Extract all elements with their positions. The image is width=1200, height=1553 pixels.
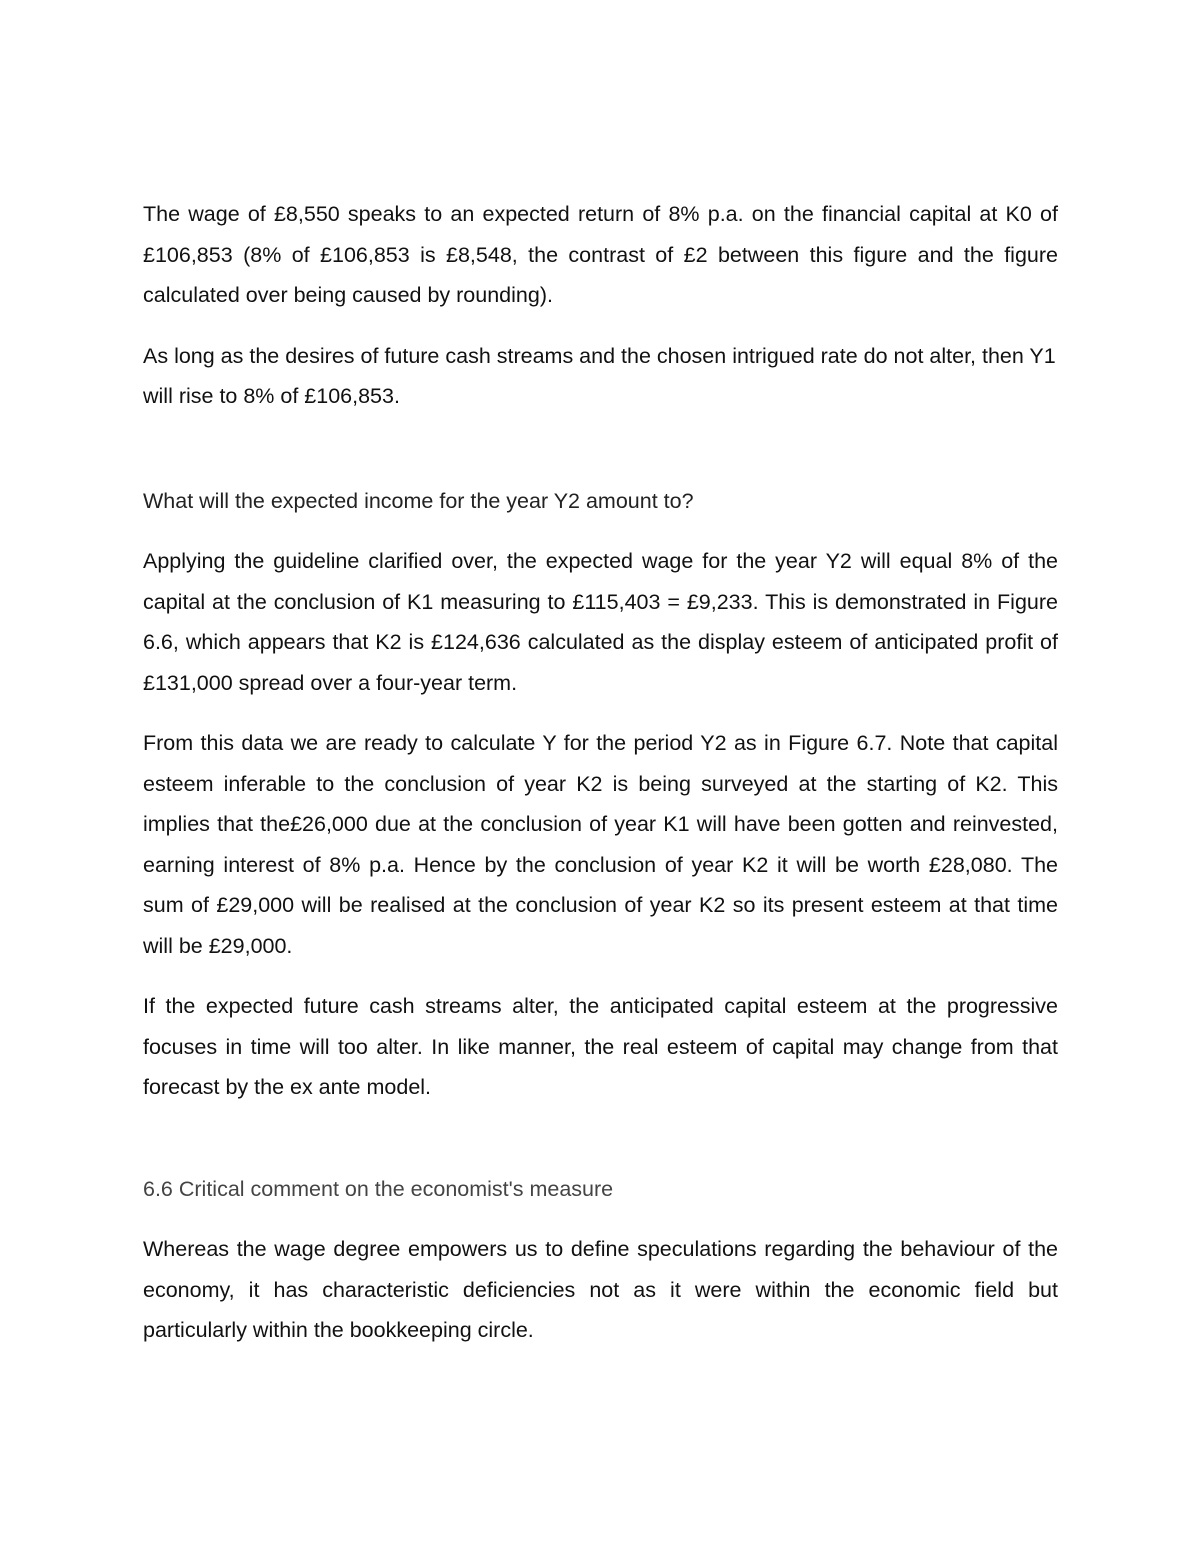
section-heading: 6.6 Critical comment on the economist's measure bbox=[143, 1176, 614, 1201]
paragraph-y1-rise: As long as the desires of future cash streams and the chosen intrigued rate do not alter, then Y1 will rise to 8% of £106,853. bbox=[143, 343, 1056, 408]
paragraph-calculate-y2: From this data we are ready to calculate Y for the period Y2 as in Figure 6.7. Note that capital esteem inferable to the conclusion of year K2 is being surveyed at the starting of K2. This implies that the£26,000 due at the conclusion of year K1 will have been gotten and reinvested, earning interest of 8% p.a. Hence by the conclusion of year K2 it will be worth £28,080. The sum of £29,000 will be realised at the conclusion of year K2 so its present esteem at that time will be £29,000. bbox=[143, 731, 1058, 958]
paragraph-wage-return: The wage of £8,550 speaks to an expected return of 8% p.a. on the financial capital at K0 of £106,853 (8% of £106,853 is £8,548, the contrast of £2 between this figure and the figure calculated over being caused by rounding). bbox=[143, 202, 1058, 307]
spacer bbox=[143, 437, 1058, 481]
paragraph-applying-guideline: Applying the guideline clarified over, the expected wage for the year Y2 will equal 8% of the capital at the conclusion of K1 measuring to £115,403 = £9,233. This is demonstrated in Figure 6.6, which appears that K2 is £124,636 calculated as the display esteem of anticipated profit of £131,000 spread over a four-year term. bbox=[143, 549, 1058, 695]
paragraph-cash-streams-alter: If the expected future cash streams alter, the anticipated capital esteem at the progressive focuses in time will too alter. In like manner, the real esteem of capital may change from that forecast by the ex ante model. bbox=[143, 994, 1058, 1099]
paragraph-wage-degree: Whereas the wage degree empowers us to define speculations regarding the behaviour of the economy, it has characteristic deficiencies not as it were within the economic field but particularly within the bookkeeping circle. bbox=[143, 1237, 1058, 1342]
document-body bbox=[143, 194, 1058, 1371]
spacer bbox=[143, 1128, 1058, 1169]
question-y2-income: What will the expected income for the year Y2 amount to? bbox=[143, 488, 694, 513]
